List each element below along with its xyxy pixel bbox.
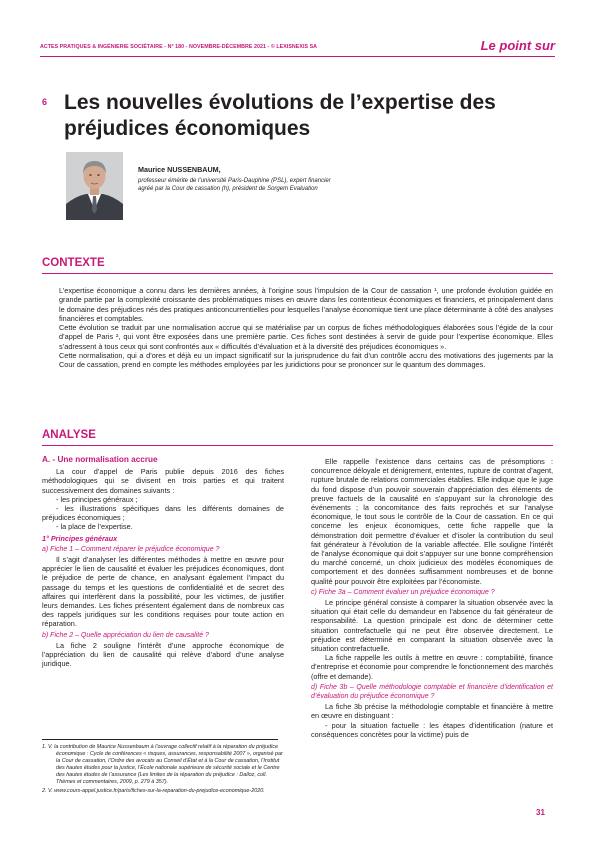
contexte-body (59, 286, 553, 370)
fiche-heading: c) Fiche 3a – Comment évaluer un préjudice économique ? (311, 588, 495, 596)
fiche-heading: d) Fiche 3b – Quelle méthodologie comptable et financière d’identification et d’évaluation du préjudice économique ? (311, 683, 553, 701)
list-item: - pour la situation factuelle : les étapes d’identification (nature et conséquences concrètes pour la victime) puis de (311, 720, 553, 739)
body-paragraph: La fiche rappelle les outils à mettre en œuvre : comptabilité, finance d’entreprise et économie pour comprendre le fonctionnement des marchés (offre et demande). (311, 653, 553, 681)
body-paragraph: La cour d’appel de Paris publie depuis 2016 des fiches méthodologiques qui se divisent en trois parties et qui traitent successivement des domaines suivants : (42, 467, 284, 495)
list-item: - les illustrations spécifiques dans les différents domaines de préjudices économiques ; (42, 504, 284, 523)
contexte-rule (42, 273, 553, 274)
section-label: Le point sur (480, 38, 555, 53)
footnotes (42, 744, 284, 797)
subsection-heading: A. - Une normalisation accrue (42, 455, 158, 464)
body-paragraph: Il s’agit d’analyser les différentes méthodes à mettre en œuvre pour apprécier le lien de causalité et évaluer les préjudices économiques, dont le préjudice de perte de chance, en analysant également l’impact du passage du temps et les questions de confidentialité et de secret des affaires qui interfèrent dans la possibilité, pour les victimes, de justifier leurs demandes. Les fiches présentent également dans de nombreux cas des rappels juridiques sur les conditions requises pour toute action en réparation. (42, 555, 284, 629)
article-title: Les nouvelles évolutions de l’expertise des préjudices économiques (64, 91, 496, 140)
footnote: 2. V. www.cours-appel.justice.fr/paris/fiches-sur-la-reparation-du-prejudice-economique-2020. (42, 788, 265, 794)
analyse-rule (42, 445, 553, 446)
fiche-heading: b) Fiche 2 – Quelle appréciation du lien de causalité ? (42, 631, 209, 639)
author-role: professeur émérite de l’université Paris-Dauphine (PSL), expert financier agréé par la Cour de cassation (h), président de Sorgem Evaluation (138, 178, 331, 193)
contexte-heading: CONTEXTE (42, 257, 105, 269)
contexte-paragraph: L’expertise économique a connu dans les dernières années, à l’origine sous l’impulsion de la Cour de cassation ¹, une profonde évolution guidée en grande partie par la complexité croissante des problématiques mises en œuvre dans les contentieux économiques et financiers, et principalement dans le domaine des préjudices nés des pratiques anticoncurrentielles pour lesquelles l’analyse économique tient une place déterminante à côté des analyses financières et comptables. (59, 286, 553, 323)
fiche-heading: a) Fiche 1 – Comment réparer le préjudice économique ? (42, 545, 220, 553)
journal-reference: ACTES PRATIQUES & INGÉNIERIE SOCIÉTAIRE - N° 180 - NOVEMBRE-DÉCEMBRE 2021 - © LEXISNEXIS SA (40, 44, 318, 50)
author-photo (66, 152, 123, 220)
list-item: - les principes généraux ; (56, 494, 138, 504)
analyse-heading: ANALYSE (42, 429, 96, 441)
right-column (311, 457, 553, 739)
body-paragraph: La fiche 2 souligne l’intérêt d’une approche économique de l’appréciation du lien de causalité qui relève d’abord d’une analyse juridique. (42, 640, 284, 669)
left-column (42, 455, 284, 668)
subsection-heading: 1° Principes généraux (42, 533, 118, 543)
body-paragraph: Elle rappelle l’existence dans certains cas de présomptions : concurrence déloyale et dénigrement, ententes, rupture de contrat d’agent, rupture brutale de relations commerciales établies. Elle indique que le juge du fond dispose d’un pouvoir souverain d’appréciation des éléments de preuve factuels de la causalité en s’appuyant sur la chronologie des événements ; la concomitance des faits reprochés et sur l’analyse économique, le tout sous le contrôle de la Cour de cassation. En ce qui concerne les enjeux économiques, cette fiche rappelle que la démonstration doit permettre d’évaluer et d’isoler la contribution du seul fait générateur à l’évolution de la variable affectée. Elle souligne l’intérêt de l’analyse économique qui doit s’appuyer sur une bonne compréhension du marché concerné, un choix judicieux des modèles économiques de comportement et des données suffisamment nombreuses et de bonne qualité pour pouvoir être exploitées par l’économiste. (311, 457, 553, 586)
body-paragraph: La fiche 3b précise la méthodologie comptable et financière à mettre en œuvre en distinguant : (311, 702, 553, 721)
footnote: 1. V. la contribution de Maurice Nussenbaum à l’ouvrage collectif relatif à la réparation du préjudice économique : Cycle de conférences « risques, assurances, responsabilité 2007 », organisé par la Cour de cassation, l’Ordre des avocats au Conseil d’État et à la Cour de cassation, l’Institut des hautes études pour la justice, l’École nationale supérieure de sécurité sociale et le Centre des hautes études de l’assurance (Les limites de la réparation du préjudice : Dalloz, coll. Thèmes et commentaires, 2009, p. 279 à 357). (42, 744, 283, 785)
page-number: 31 (536, 808, 545, 817)
header-rule (40, 56, 555, 57)
list-item: - la place de l’expertise. (56, 522, 133, 532)
contexte-paragraph: Cette évolution se traduit par une normalisation accrue qui se matérialise par un corpus de fiches méthodologiques élaborées sous l’égide de la cour d’appel de Paris ², qui vont être exposées dans une première partie. Ces fiches sont destinées à servir de guide pour l’expertise économique. Elles s’adressent à tous ceux qui sont confrontés aux « difficultés d’évaluation et à la diversité des préjudices économiques ». (59, 323, 553, 351)
page-header (40, 38, 555, 56)
body-paragraph: Le principe général consiste à comparer la situation observée avec la situation qui était celle du demandeur en l’absence du fait générateur de responsabilité. La question principale est donc de déterminer cette situation contrefactuelle qui ne peut être observée directement. Le préjudice est déterminé en comparant la situation observée avec la situation contrefactuelle. (311, 598, 553, 654)
footnote-rule (42, 739, 278, 740)
contexte-paragraph: Cette normalisation, qui a d’ores et déjà eu un impact significatif sur la jurisprudence du fait d’un contrôle accru des motivations des jugements par la Cour de cassation, prend en compte les méthodes employées par les juridictions pour se prononcer sur le quantum des dommages. (59, 351, 553, 370)
article-number: 6 (42, 97, 48, 107)
author-name: Maurice NUSSENBAUM, (138, 165, 221, 174)
